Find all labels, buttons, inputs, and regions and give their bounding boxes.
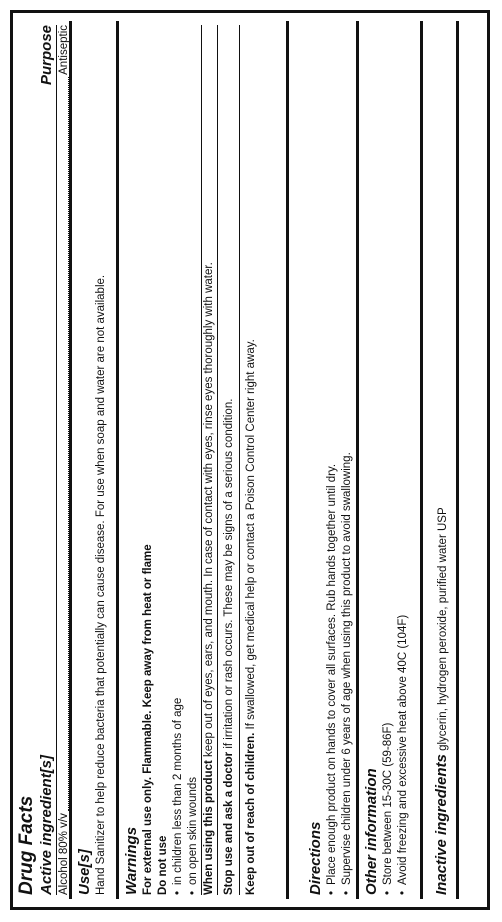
- directions-heading: Directions: [307, 821, 324, 895]
- inactive-ingredients-heading: Inactive ingredients: [432, 754, 450, 895]
- stop-use-text: if irritation or rash occurs. These may be signs of a serious condition.: [223, 398, 235, 752]
- inactive-ingredients-text: glycerin, hydrogen peroxide, purified water USP: [436, 507, 449, 755]
- active-ingredient-heading: Active ingredient[s]: [38, 754, 55, 895]
- warnings-external: For external use only. Flammable. Keep away from heat or flame: [142, 544, 154, 895]
- warnings-section: [121, 21, 289, 899]
- purpose-heading: Purpose: [38, 25, 55, 86]
- do-not-use-item: • on open skin wounds: [186, 25, 202, 895]
- do-not-use-item: • in children less than 2 months of age: [171, 25, 186, 895]
- inactive-ingredients-line: [433, 507, 451, 895]
- when-using-text: keep out of eyes, ears, and mouth. In case of contact with eyes, rinse eyes thoroughly with water.: [203, 262, 215, 761]
- purpose-value: Antiseptic: [58, 25, 70, 75]
- when-using-label: When using this product: [203, 760, 215, 895]
- stop-use-warning: [218, 25, 240, 895]
- keep-out-of-reach-warning: [240, 25, 259, 895]
- keep-out-of-reach-label: Keep out of reach of children.: [245, 732, 257, 895]
- drug-facts-title: Drug Facts: [16, 795, 37, 895]
- other-information-section: [361, 21, 423, 899]
- stop-use-label: Stop use and ask a doctor: [223, 751, 235, 895]
- uses-text: Hand Sanitizer to help reduce bacteria that potentially can cause disease. For use when soap and water are not available.: [95, 274, 107, 895]
- when-using-warning: [202, 25, 218, 895]
- keep-out-of-reach-text: If swallowed, get medical help or contact a Poison Control Center right away.: [245, 339, 257, 733]
- drug-facts-label: [12, 15, 482, 905]
- other-information-item: • Avoid freezing and excessive heat above 40C (104F): [396, 25, 411, 895]
- uses-section: [74, 21, 119, 899]
- do-not-use-heading: Do not use: [157, 835, 169, 895]
- other-information-heading: Other information: [363, 768, 380, 895]
- leader-dots: [68, 77, 69, 811]
- inactive-ingredients-section: [425, 21, 459, 899]
- directions-item: • Place enough product on hands to cover all surfaces. Rub hands together until dry.: [325, 25, 340, 895]
- other-information-item: • Store between 15-30C (59-86F): [381, 25, 396, 895]
- uses-heading: Use[s]: [76, 849, 93, 895]
- directions-section: [291, 21, 359, 899]
- warnings-heading: Warnings: [123, 826, 140, 895]
- active-ingredients-section: [14, 21, 72, 899]
- active-ingredient: Alcohol 80% v/v: [58, 813, 70, 895]
- directions-item: • Supervise children under 6 years of age when using this product to avoid swallowing.: [340, 25, 355, 895]
